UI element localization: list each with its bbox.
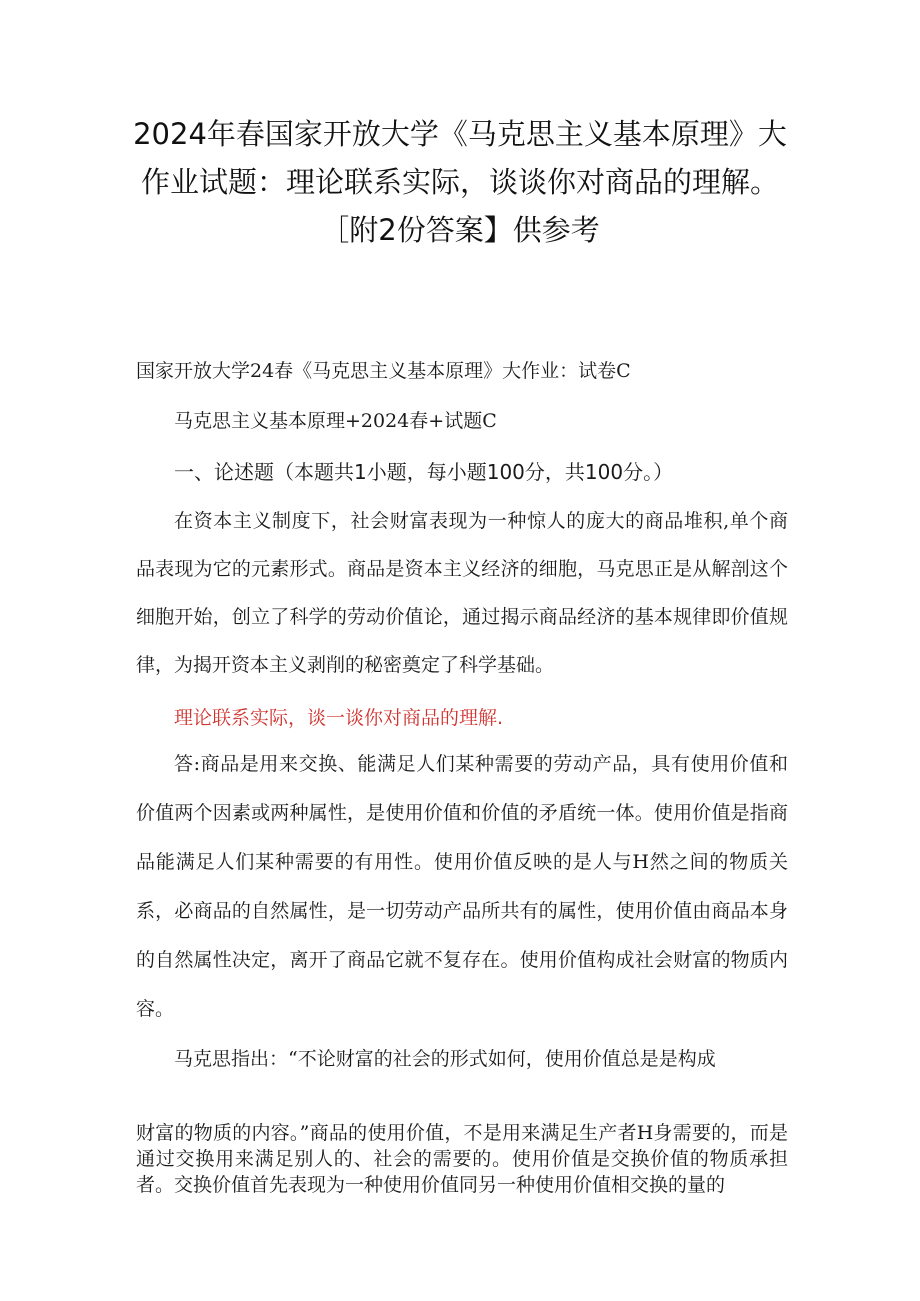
answer-paragraph: 答:商品是用来交换、能满足人们某种需要的劳动产品，具有使用价值和价值两个因素或两种属性，是使用价值和价值的矛盾统一体。使用价值是指商品能满足人们某种需要的有用性。使用价值反映的是人与H然之间的物质关系，必商品的自然属性，是一切劳动产品所共有的属性，使用价值由商品本身的自然属性决定，离开了商品它就不复存在。使用价值构成社会财富的物质内容。	[136, 753, 788, 1020]
document-title: 2024年春国家开放大学《马克思主义基本原理》大作业试题：理论联系实际，谈谈你对商品的理解。［附2份答案】供参考	[133, 117, 787, 247]
intro-paragraph: 在资本主义制度下，社会财富表现为一种惊人的庞大的商品堆积,单个商品表现为它的元素形式。商品是资本主义经济的细胞，马克思正是从解剖这个细胞开始，创立了科学的劳动价值论，通过揭示商品经济的基本规律即价值规律，为揭开资本主义剥削的秘密奠定了科学基础。	[136, 510, 788, 676]
exam-header: 国家开放大学24春《马克思主义基本原理》大作业：试卷C	[136, 360, 631, 382]
marx-quote-line: 马克思指出：“不论财富的社会的形式如何，使用价值总是是构成	[174, 1048, 716, 1070]
question-text: 理论联系实际，谈一谈你对商品的理解.	[174, 707, 504, 729]
section-heading: 一、论述题（本题共1小题，每小题100分，共100分。）	[174, 460, 674, 484]
continuation-paragraph: 财富的物质的内容。”商品的使用价值，不是用来满足生产者H身需要的，而是通过交换用来满足别人的、社会的需要的。使用价值是交换价值的物质承担者。交换价值首先表现为一种使用价值同另一种使用价值相交换的量的	[136, 1122, 788, 1196]
exam-code: 马克思主义基本原理+2024春+试题C	[174, 410, 497, 432]
